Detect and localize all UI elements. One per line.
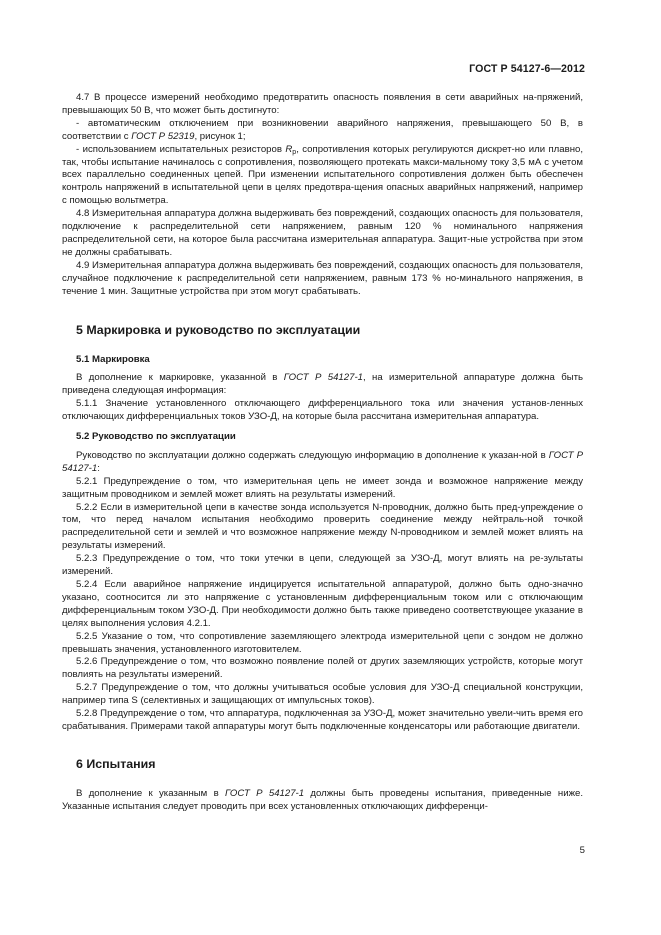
paragraph-5-2-7: 5.2.7 Предупреждение о том, что должны учитываться особые условия для УЗО-Д специальной конструкции, например типа S (селективных и защищающих от импульсных токов).: [62, 682, 583, 707]
paragraph-5-2-intro: Руководство по эксплуатации должно содержать следующую информацию в дополнение к указан-ной в ГОСТ Р 54127-1:: [62, 449, 583, 474]
standard-reference: ГОСТ Р 52319: [131, 130, 195, 142]
paragraph-5-1-1: 5.1.1 Значение установленного отключающего дифференциального тока или значения установ-ленных отключающих дифференциальных токов УЗО-Д, на которые была рассчитана измерительная аппаратура.: [62, 398, 583, 423]
paragraph-5-2-3: 5.2.3 Предупреждение о том, что токи утечки в цепи, следующей за УЗО-Д, могут влиять на ре-зультаты измерений.: [62, 553, 583, 578]
paragraph-4-9: 4.9 Измерительная аппаратура должна выдерживать без повреждений, создающих опасность для пользователя, случайное подключение к распределительной сети напряжением, равным 173 % но-минального напряжения, в течение 1 мин. Защитные устройства при этом могут срабатывать.: [62, 259, 583, 297]
standard-reference: ГОСТ Р 54127-1: [225, 787, 305, 799]
paragraph-4-7-item-b: - использованием испытательных резисторов $R_p$, сопротивления которых регулируются дискрет-но или плавно, так, чтобы испытание начиналось с сопротивления, позволяющего протекать макси-мальному току 3,5 мА с учетом всех параллельно соединенных цепей. При изменении испытательного сопротивления должен быть обеспечен контроль напряжений в испытательной цепи в целях предотвра-щения опасных аварийных напряжений, например с помощью вольтметра.: [62, 143, 584, 207]
paragraph-4-7-item-a: - автоматическим отключением при возникновении аварийного напряжения, превышающего 50 В, в соответствии с ГОСТ Р 52319, рисунок 1;: [62, 117, 583, 142]
paragraph-5-2-4: 5.2.4 Если аварийное напряжение индицируется испытательной аппаратурой, должно быть одно-значно указано, соотносится ли это напряжение с установленным дифференциальным током или с отключающим дифференциальным током УЗО-Д. При необходимости должно быть также приведено соответствующее указание в целях выполнения условия 4.2.1.: [62, 579, 583, 629]
paragraph-5-2-5: 5.2.5 Указание о том, что сопротивление заземляющего электрода измерительной цепи с зондом не должно превышать значения, установленного изготовителем.: [62, 630, 583, 655]
paragraph-5-2-6: 5.2.6 Предупреждение о том, что возможно появление полей от других заземляющих устройств, которые могут повлиять на результаты измерений.: [62, 656, 583, 681]
section-5-heading: 5 Маркировка и руководство по эксплуатации: [76, 322, 361, 337]
paragraph-5-1-intro: В дополнение к маркировке, указанной в ГОСТ Р 54127-1, на измерительной аппаратуре должна быть приведена следующая информация:: [62, 372, 583, 397]
paragraph-5-2-8: 5.2.8 Предупреждение о том, что аппаратура, подключенная за УЗО-Д, может значительно увели-чить время его срабатывания. Примерами такой аппаратуры могут быть подключенные конденсаторы или работающие двигатели.: [62, 708, 583, 732]
section-6-heading: 6 Испытания: [76, 756, 156, 771]
paragraph-6-intro: В дополнение к указанным в ГОСТ Р 54127-1 должны быть проведены испытания, приведенные ниже. Указанные испытания следует проводить при всех установленных отключающих дифференци-: [62, 787, 583, 812]
subsection-5-1-heading: 5.1 Маркировка: [76, 353, 150, 365]
paragraph-4-8: 4.8 Измерительная аппаратура должна выдерживать без повреждений, создающих опасность для пользователя, подключение к распределительной сети напряжением, равным 120 % номинального напряжения распределительной сети, на которое была рассчитана измерительная аппаратура. Защит-ные устройства при этом не должны срабатывать.: [62, 208, 583, 258]
standard-reference: ГОСТ Р 54127-1: [283, 372, 363, 384]
paragraph-5-2-2: 5.2.2 Если в измерительной цепи в качестве зонда используется N-проводник, должно быть пред-упреждение о том, что перед началом испытания необходимо проверить соединение между нейтраль-ной точкой распределительной сети и землей и что возможное напряжение между N-проводником и землей может влиять на результаты измерений.: [62, 501, 583, 552]
standard-reference: ГОСТ Р 54127-1: [62, 449, 583, 474]
paragraph-4-7: 4.7 В процессе измерений необходимо предотвратить опасность появления в сети аварийных на-пряжений, превышающих 50 В, что может быть достигнуто:: [62, 92, 583, 116]
subsection-5-2-heading: 5.2 Руководство по эксплуатации: [76, 431, 236, 443]
paragraph-5-2-1: 5.2.1 Предупреждение о том, что измерительная цепь не имеет зонда и возможное напряжение между защитным проводником и землей может влиять на результаты измерений.: [62, 475, 583, 500]
page-number: 5: [579, 845, 585, 856]
resistor-symbol: R: [285, 143, 293, 155]
document-code-header: ГОСТ Р 54127-6—2012: [469, 63, 585, 75]
document-body: [62, 92, 583, 814]
